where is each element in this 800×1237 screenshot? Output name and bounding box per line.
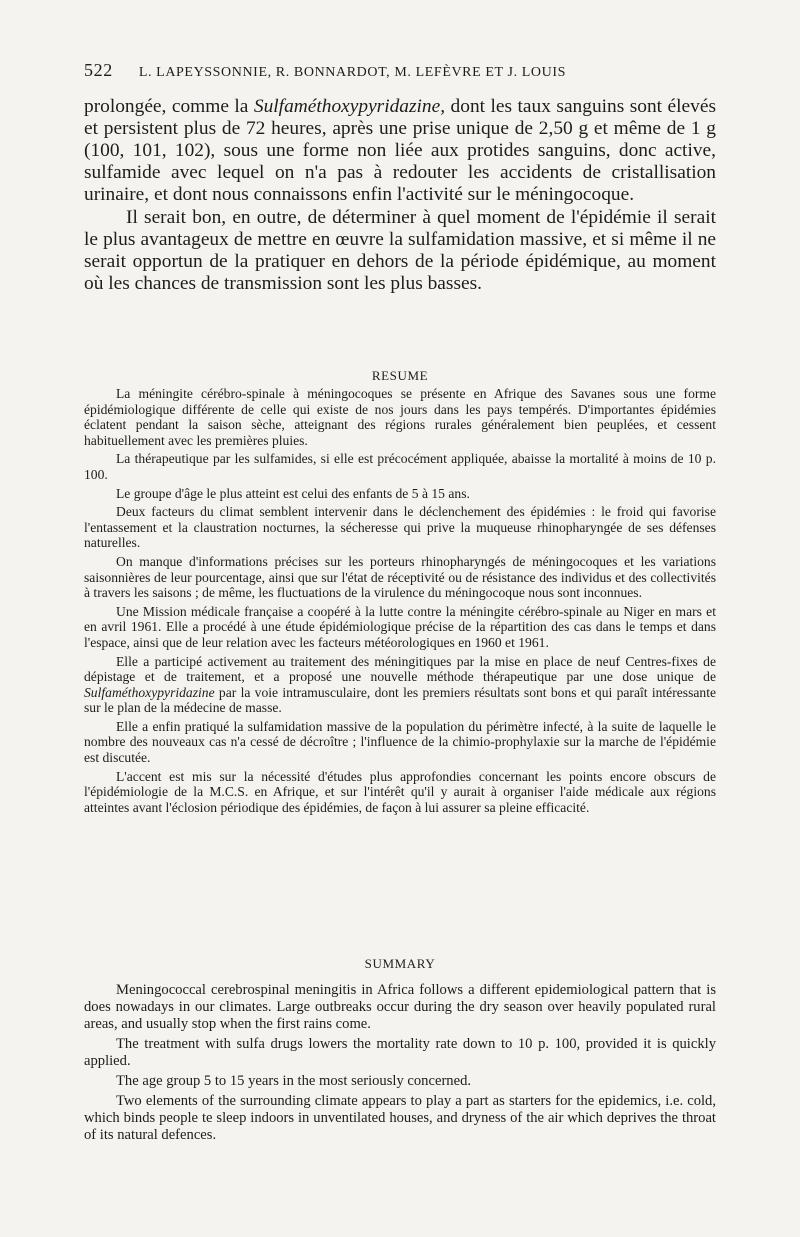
summary-paragraph: The treatment with sulfa drugs lowers the mortality rate down to 10 p. 100, provided it is quickly applied.: [84, 1036, 716, 1069]
running-header: [84, 60, 716, 81]
resume-paragraph: Deux facteurs du climat semblent intervenir dans le déclenchement des épidémies : le froid qui favorise l'entassement et la claustration nocturnes, la sécheresse qui prive la muqueuse rhinopharyngée de ses défenses naturelles.: [84, 504, 716, 551]
summary-section: [84, 982, 716, 1147]
resume-p7-end: par la voie intramusculaire, dont les premiers résultats sont bons et qui paraît intéressante sur le plan de la médecine de masse.: [84, 684, 716, 716]
resume-p7-start: Elle a participé activement au traitement des méningitiques par la mise en place de neuf Centres-fixes de dépistage et de traitement, et a proposé une nouvelle méthode thérapeutique par une dose unique de: [84, 653, 716, 685]
summary-paragraph: Two elements of the surrounding climate appears to play a part as starters for the epidemics, i.e. cold, which binds people te sleep indoors in unventilated houses, and dryness of the air which deprives the throat of its natural defences.: [84, 1093, 716, 1143]
resume-paragraph: [84, 654, 716, 716]
resume-paragraph: Le groupe d'âge le plus atteint est celui des enfants de 5 à 15 ans.: [116, 485, 470, 501]
summary-heading: SUMMARY: [364, 956, 436, 971]
authors-line: L. LAPEYSSONNIE, R. BONNARDOT, M. LEFÈVRE ET J. LOUIS: [138, 65, 566, 80]
intro-p1-start: prolongée, comme la: [84, 96, 254, 117]
summary-paragraph: The age group 5 to 15 years in the most seriously concerned.: [116, 1073, 472, 1089]
intro-paragraph-2: Il serait bon, en outre, de déterminer à quel moment de l'épidémie il serait le plus avantageux de mettre en œuvre la sulfamidation massive, et si même il ne serait opportun de la pratiquer en dehors de la période épidémique, au moment où les chances de transmission sont les plus basses.: [84, 207, 716, 294]
intro-paragraph-1: [84, 96, 716, 206]
resume-paragraph: L'accent est mis sur la nécessité d'études plus approfondies concernant les points encore obscurs de l'épidémiologie de la M.C.S. en Afrique, et sur l'intérêt qu'il y aurait à organiser l'aide médicale aux régions atteintes avant l'éclosion périodique des épidémies, de façon à lui assurer sa pleine efficacité.: [84, 768, 716, 815]
resume-paragraph: On manque d'informations précises sur les porteurs rhinopharyngés de méningocoques et les variations saisonnières de leur pourcentage, ainsi que sur l'état de réceptivité ou de résistance des individus et des collectivités à travers les saisons ; de même, les fluctuations de la virulence du méningocoque nous sont inconnues.: [84, 553, 716, 601]
resume-paragraph: Elle a enfin pratiqué la sulfamidation massive de la population du périmètre infecté, à la suite de laquelle le nombre des nouveaux cas n'a cessé de décroître ; l'influence de la chimio-prophylaxie sur la marche de l'épidémie est discutée.: [84, 718, 716, 766]
resume-paragraph: La thérapeutique par les sulfamides, si elle est précocément appliquée, abaisse la mortalité à moins de 10 p. 100.: [84, 451, 716, 482]
intro-text: [84, 96, 716, 295]
page-number: 522: [84, 60, 113, 80]
intro-p1-end: dont les taux sanguins sont élevés et persistent plus de 72 heures, après une prise unique de 2,50 g et même de 1 g (100, 101, 102), sous une forme non liée aux protides sanguins, donc active, sulfamide avec lequel on n'a pas à redouter les accidents de cristallisation urinaire, et dont nous connaissons enfin l'activité sur le méningocoque.: [84, 96, 717, 205]
resume-paragraph: La méningite cérébro-spinale à méningocoques se présente en Afrique des Savanes sous une forme épidémiologique différente de celle qui existe de nos jours dans les pays tempérés. D'importantes épidémies éclatent pendant la saison sèche, atteignant des régions rurales généralement bien peuplées, et cessent habituellement avec les premières pluies.: [84, 386, 716, 448]
drug-name: Sulfaméthoxypyridazine,: [253, 96, 446, 117]
summary-paragraph: Meningococcal cerebrospinal meningitis in Africa follows a different epidemiological pattern that is does nowadays in our climates. Large outbreaks occur during the dry season over heavily populated rural areas, and usually stop when the first rains come.: [84, 982, 716, 1032]
resume-heading: RESUME: [371, 368, 429, 383]
resume-paragraph: Une Mission médicale française a coopéré à la lutte contre la méningite cérébro-spinale au Niger en mars et en avril 1961. Elle a procédé à une étude épidémiologique précise de la répartition des cas dans le temps et dans l'espace, ainsi que de leur relation avec les facteurs météorologiques en 1960 et 1961.: [84, 603, 716, 650]
resume-section: [84, 386, 716, 818]
drug-name: Sulfaméthoxypyridazine: [84, 684, 215, 700]
